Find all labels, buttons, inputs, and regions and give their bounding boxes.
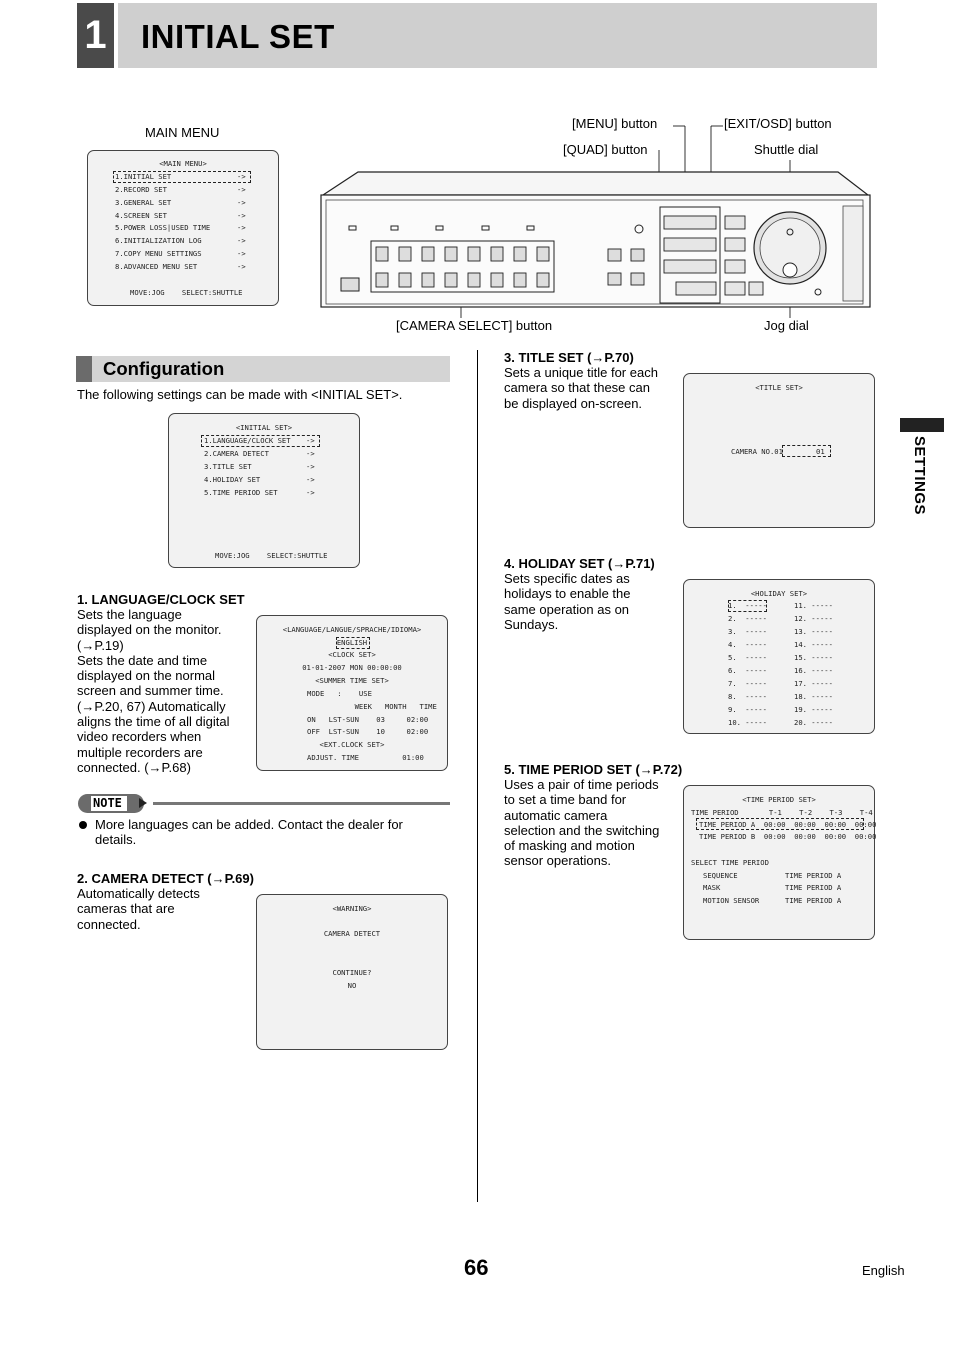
screen-line: TIME PERIOD B 00:00 00:00 00:00 00:00	[699, 832, 877, 841]
holiday-entry: 10. -----	[728, 718, 767, 727]
holiday-entry: 12. -----	[794, 614, 833, 623]
screen-line: NO	[347, 981, 357, 990]
chapter-title: INITIAL SET	[141, 18, 335, 55]
holiday-entry: 2. -----	[728, 614, 767, 623]
page-number: 66	[464, 1255, 489, 1280]
menu-item: 2.RECORD SET	[115, 185, 167, 194]
holiday-entry: 3. -----	[728, 627, 767, 636]
holiday-entry: 1. -----	[728, 601, 767, 610]
screen-line: <EXT.CLOCK SET>	[319, 740, 385, 749]
screen-line: SELECT TIME PERIOD	[691, 858, 769, 867]
main-menu-screen	[87, 150, 279, 306]
camera-detect-screen	[256, 894, 448, 1050]
screen-line: <SUMMER TIME SET>	[315, 676, 389, 685]
menu-arrow: ->	[237, 262, 246, 271]
note-label: NOTE	[93, 796, 122, 810]
holiday-entry: 11. -----	[794, 601, 833, 610]
language-clock-screen	[256, 615, 448, 771]
item-description-camera-detect: Automatically detects cameras that are connected.	[77, 886, 200, 932]
screen-line: TIME PERIOD A	[785, 871, 842, 880]
note-badge	[78, 794, 144, 813]
screen-line: ON LST-SUN 03 02:00	[307, 715, 429, 724]
intro-text: The following settings can be made with <INITIAL SET>.	[77, 387, 403, 402]
screen-line: MOTION SENSOR	[703, 896, 760, 905]
note-arrow-icon	[139, 798, 147, 808]
menu-arrow: ->	[306, 449, 315, 458]
screen-line: CAMERA NO.01	[731, 447, 783, 456]
menu-item: 6.INITIALIZATION LOG	[115, 236, 202, 245]
screen-line: TIME PERIOD A 00:00 00:00 00:00 00:00	[699, 820, 877, 829]
item-heading-time-period-set: 5. TIME PERIOD SET (→P.72)	[504, 762, 683, 777]
menu-arrow: ->	[237, 236, 246, 245]
menu-arrow: ->	[237, 211, 246, 220]
menu-arrow: ->	[237, 223, 246, 232]
screen-line: CONTINUE?	[332, 968, 372, 977]
menu-item: 1.LANGUAGE/CLOCK SET	[204, 436, 291, 445]
quad-button-label: [QUAD] button	[563, 142, 648, 157]
screen-line: ENGLISH	[336, 638, 368, 647]
holiday-entry: 20. -----	[794, 718, 833, 727]
jog-dial-label: Jog dial	[764, 318, 809, 333]
menu-arrow: ->	[306, 475, 315, 484]
holiday-entry: 17. -----	[794, 679, 833, 688]
time-period-set-screen	[683, 785, 875, 940]
note-rule	[153, 802, 450, 805]
screen-line: SEQUENCE	[703, 871, 738, 880]
holiday-entry: 9. -----	[728, 705, 767, 714]
holiday-entry: 18. -----	[794, 692, 833, 701]
item-heading-language-clock: 1. LANGUAGE/CLOCK SET	[77, 592, 245, 607]
main-menu-title: <MAIN MENU>	[159, 159, 207, 168]
camera-select-label: [CAMERA SELECT] button	[396, 318, 553, 333]
menu-arrow: ->	[237, 249, 246, 258]
holiday-entry: 16. -----	[794, 666, 833, 675]
holiday-entry: 4. -----	[728, 640, 767, 649]
holiday-entry: 14. -----	[794, 640, 833, 649]
screen-title: <TITLE SET>	[755, 383, 803, 392]
menu-item: 5.TIME PERIOD SET	[204, 488, 278, 497]
holiday-entry: 13. -----	[794, 627, 833, 636]
item-heading-title-set: 3. TITLE SET (→P.70)	[504, 350, 634, 365]
menu-item: 4.SCREEN SET	[115, 211, 167, 220]
screen-line: TIME PERIOD A	[785, 883, 842, 892]
menu-arrow: ->	[306, 462, 315, 471]
menu-item: 3.TITLE SET	[204, 462, 252, 471]
initial-set-screen	[168, 413, 360, 568]
menu-item: 2.CAMERA DETECT	[204, 449, 269, 458]
chapter-number: 1	[77, 3, 114, 68]
screen-title: <HOLIDAY SET>	[750, 589, 808, 598]
main-menu-label: MAIN MENU	[145, 125, 220, 140]
screen-line: ADJUST. TIME 01:00	[307, 753, 424, 762]
recorder-illustration	[318, 120, 878, 320]
menu-item: 5.POWER LOSS|USED TIME	[115, 223, 211, 232]
screen-line: TIME PERIOD A	[785, 896, 842, 905]
holiday-entry: 8. -----	[728, 692, 767, 701]
item-description-language-clock: Sets the language displayed on the monitor. (→P.19) Sets the date and time displayed on the normal screen and summer time. (→P.20, 67) Automatically aligns the time of all digital video recorders when multiple recorders are connected. (→P.68)	[77, 607, 230, 775]
menu-button-label: [MENU] button	[572, 116, 658, 131]
screen-line: <CLOCK SET>	[328, 650, 376, 659]
screen-line: 01-01-2007 MON 00:00:00	[302, 663, 402, 672]
screen-line: 01	[816, 447, 825, 456]
item-description-title-set: Sets a unique title for each camera so that these can be displayed on-screen.	[504, 365, 658, 411]
screen-title: <TIME PERIOD SET>	[742, 795, 816, 804]
menu-footer: MOVE:JOG SELECT:SHUTTLE	[215, 551, 328, 560]
holiday-entry: 7. -----	[728, 679, 767, 688]
menu-item: 1.INITIAL SET	[115, 172, 172, 181]
screen-line: TIME PERIOD T-1 T-2 T-3 T-4	[691, 808, 873, 817]
screen-title: <INITIAL SET>	[235, 423, 293, 432]
menu-item: 4.HOLIDAY SET	[204, 475, 261, 484]
shuttle-dial-label: Shuttle dial	[754, 142, 819, 157]
menu-arrow: ->	[237, 172, 246, 181]
menu-arrow: ->	[306, 488, 315, 497]
menu-item: 7.COPY MENU SETTINGS	[115, 249, 202, 258]
menu-arrow: ->	[237, 185, 246, 194]
menu-arrow: ->	[306, 436, 315, 445]
menu-arrow: ->	[237, 198, 246, 207]
language-label: English	[862, 1263, 905, 1278]
screen-line: <WARNING>	[332, 904, 372, 913]
holiday-set-screen	[683, 579, 875, 734]
title-set-screen	[683, 373, 875, 528]
menu-item: 3.GENERAL SET	[115, 198, 172, 207]
screen-line: CAMERA DETECT	[323, 929, 381, 938]
holiday-entry: 19. -----	[794, 705, 833, 714]
item-heading-holiday-set: 4. HOLIDAY SET (→P.71)	[504, 556, 655, 571]
screen-line: WEEK MONTH TIME	[307, 702, 437, 711]
side-tab-label: SETTINGS	[911, 436, 928, 516]
bullet-icon	[79, 821, 87, 829]
screen-line: OFF LST-SUN 10 02:00	[307, 727, 429, 736]
column-divider	[477, 350, 478, 1202]
item-description-holiday-set: Sets specific dates as holidays to enable the same operation as on Sundays.	[504, 571, 631, 632]
exit-button-label: [EXIT/OSD] button	[724, 116, 832, 131]
screen-line: MODE : USE	[307, 689, 372, 698]
item-description-time-period-set: Uses a pair of time periods to set a time band for automatic camera selection and the switching of masking and motion sensor operations.	[504, 777, 660, 869]
note-text: More languages can be added. Contact the dealer for details.	[95, 817, 403, 848]
side-tab-marker	[900, 418, 944, 432]
screen-line: <LANGUAGE/LANGUE/SPRACHE/IDIOMA>	[282, 625, 422, 634]
holiday-entry: 5. -----	[728, 653, 767, 662]
section-title: Configuration	[103, 358, 225, 379]
screen-line: MASK	[703, 883, 721, 892]
menu-item: 8.ADVANCED MENU SET	[115, 262, 198, 271]
holiday-entry: 15. -----	[794, 653, 833, 662]
menu-footer: MOVE:JOG SELECT:SHUTTLE	[130, 288, 243, 297]
item-heading-camera-detect: 2. CAMERA DETECT (→P.69)	[77, 871, 254, 886]
holiday-entry: 6. -----	[728, 666, 767, 675]
